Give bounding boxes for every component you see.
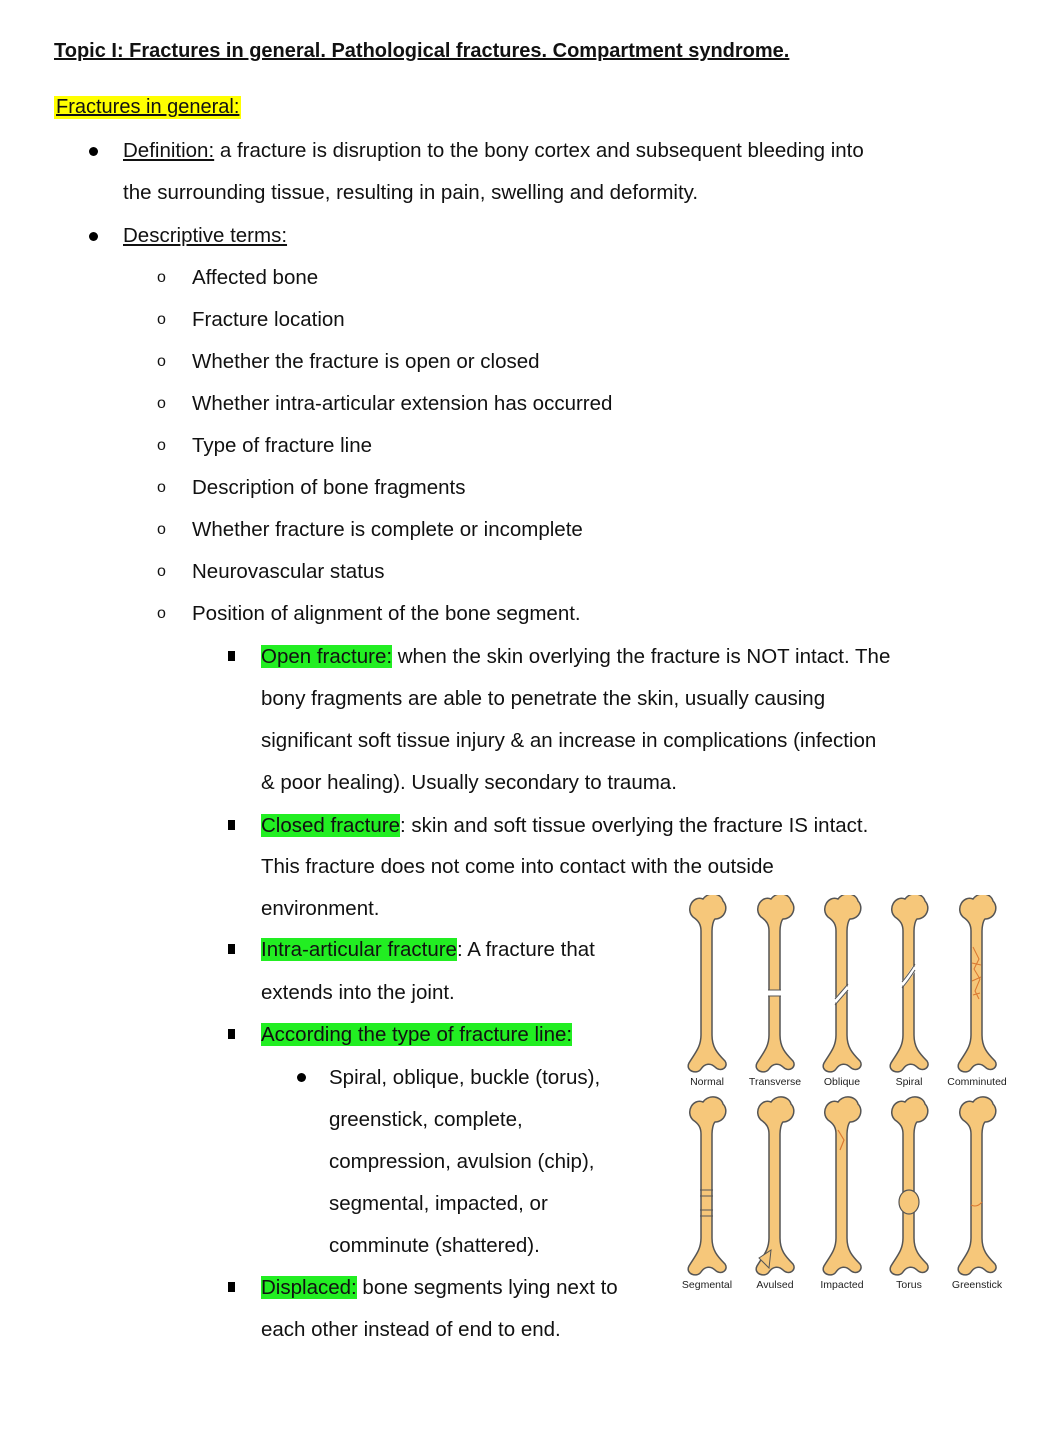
circle-bullet: o (157, 437, 166, 454)
figure-label: Greenstick (951, 1279, 1003, 1291)
circle-bullet: o (157, 395, 166, 412)
list-item: Type of fracture line (192, 434, 373, 457)
bone-segmental (688, 1097, 726, 1275)
open-fracture-line-4: & poor healing). Usually secondary to trauma. (261, 771, 677, 794)
open-fracture-line-1 (261, 645, 890, 669)
fracture-line-item: Spiral, oblique, buckle (torus), (329, 1066, 601, 1089)
circle-bullet: o (157, 563, 166, 580)
bone-spiral (890, 895, 928, 1072)
open-fracture-line-2: bony fragments are able to penetrate the skin, usually causing (261, 687, 826, 710)
fracture-line-term: According the type of fracture line: (261, 1023, 573, 1046)
list-item: Whether fracture is complete or incomplete (192, 518, 583, 541)
list-item: Whether the fracture is open or closed (192, 350, 540, 373)
bone-normal (688, 895, 726, 1072)
figure-label: Spiral (895, 1076, 923, 1088)
closed-fracture-line-1 (261, 814, 868, 838)
bone-comminuted (958, 895, 996, 1072)
list-item: Fracture location (192, 308, 345, 331)
circle-bullet: o (157, 479, 166, 496)
square-bullet (228, 1282, 235, 1292)
displaced-text: bone segments lying next to (356, 1276, 618, 1299)
circle-bullet: o (157, 521, 166, 538)
circle-bullet: o (157, 353, 166, 370)
square-bullet (228, 1029, 235, 1039)
fracture-line-item: compression, avulsion (chip), (329, 1150, 595, 1173)
bullet-dot (89, 232, 98, 241)
closed-fracture-line-3: environment. (261, 897, 380, 920)
intra-articular-term: Intra-articular fracture (261, 938, 457, 961)
displaced-line-2: each other instead of end to end. (261, 1318, 561, 1341)
bullet-dot (89, 147, 98, 156)
descriptive-terms-label: Descriptive terms: (123, 224, 288, 247)
figure-label: Avulsed (756, 1279, 794, 1291)
bullet-dot (297, 1073, 306, 1082)
closed-fracture-line-2: This fracture does not come into contact with the outside (261, 855, 774, 878)
figure-label: Oblique (823, 1076, 861, 1088)
fracture-line-item: comminute (shattered). (329, 1234, 540, 1257)
figure-label: Comminuted (947, 1076, 1007, 1088)
open-fracture-line-3: significant soft tissue injury & an increase in complications (infection (261, 729, 877, 752)
fracture-line-item: greenstick, complete, (329, 1108, 523, 1131)
list-item: Whether intra-articular extension has occurred (192, 392, 613, 415)
definition-label: Definition: (123, 139, 215, 162)
list-item: Description of bone fragments (192, 476, 466, 499)
section-heading: Fractures in general: (56, 96, 240, 118)
square-bullet (228, 651, 235, 661)
square-bullet (228, 820, 235, 830)
square-bullet (228, 944, 235, 954)
figure-label: Normal (690, 1076, 724, 1088)
bone-greenstick (958, 1097, 996, 1275)
list-item: Affected bone (192, 266, 319, 289)
closed-fracture-term: Closed fracture (261, 814, 401, 837)
bone-avulsed (756, 1097, 794, 1275)
intra-articular-line-1 (261, 938, 595, 962)
closed-fracture-text: : skin and soft tissue overlying the fracture IS intact. (400, 814, 869, 837)
intra-articular-line-2: extends into the joint. (261, 981, 455, 1004)
bone-transverse (756, 895, 794, 1072)
open-fracture-text: when the skin overlying the fracture is NOT intact. The (392, 645, 891, 668)
figure-label: Torus (896, 1279, 922, 1291)
bone-torus (890, 1097, 928, 1275)
circle-bullet: o (157, 605, 166, 622)
displaced-term: Displaced: (261, 1276, 357, 1299)
displaced-line-1 (261, 1276, 618, 1300)
fracture-line-item: segmental, impacted, or (329, 1192, 548, 1215)
list-item: Position of alignment of the bone segment. (192, 602, 581, 625)
open-fracture-term: Open fracture: (261, 645, 393, 668)
list-item: Neurovascular status (192, 560, 385, 583)
figure-label: Transverse (748, 1076, 802, 1088)
circle-bullet: o (157, 269, 166, 286)
figure-label: Impacted (820, 1279, 864, 1291)
definition-line-2: the surrounding tissue, resulting in pain, swelling and deformity. (123, 181, 699, 204)
fracture-line-heading (261, 1023, 572, 1047)
definition-text: a fracture is disruption to the bony cortex and subsequent bleeding into (214, 139, 864, 162)
page-title: Topic I: Fractures in general. Pathological fractures. Compartment syndrome. (54, 40, 790, 62)
bone-impacted (823, 1097, 861, 1275)
fracture-types-figure (672, 895, 1017, 1305)
figure-label: Segmental (681, 1279, 733, 1291)
bone-oblique (823, 895, 861, 1072)
definition-line-1 (123, 139, 864, 163)
circle-bullet: o (157, 311, 166, 328)
intra-articular-text: : A fracture that (456, 938, 595, 961)
